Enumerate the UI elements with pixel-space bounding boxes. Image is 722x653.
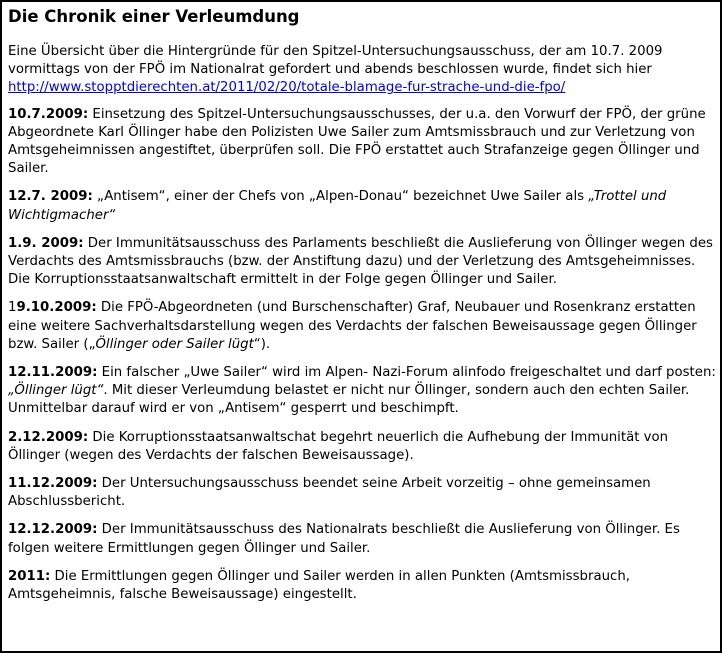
entry-12-11-2009	[8, 364, 720, 419]
entry-date: 10.7.2009:	[8, 106, 89, 122]
entry-date: 9.10.2009:	[16, 300, 97, 316]
entry-11-12-2009	[8, 475, 720, 511]
entry-date: 12.11.2009:	[8, 365, 98, 381]
entry-1-9-2009	[8, 235, 720, 290]
entry-date: 12.7. 2009:	[8, 189, 93, 205]
entry-text: Die Ermittlungen gegen Öllinger und Sailer werden in allen Punkten (Amtsmissbrauch, Amtsgeheimnis, falsche Beweisaussage) eingestellt.	[8, 568, 630, 603]
source-link[interactable]: http://www.stopptdierechten.at/2011/02/20/totale-blamage-fur-strache-und-die-fpo/	[8, 80, 566, 96]
document-title: Die Chronik einer Verleumdung	[8, 7, 300, 26]
document-content	[8, 6, 720, 651]
intro-paragraph	[8, 43, 720, 98]
entry-date: 1.9. 2009:	[8, 235, 84, 251]
entry-date: 12.12.2009:	[8, 522, 98, 538]
entry-text: Ein falscher „Uwe Sailer“ wird im Alpen- Nazi-Forum alinfodo freigeschaltet und darf posten:	[97, 365, 716, 381]
entry-quote: „Öllinger lügt“	[8, 383, 104, 399]
entry-2011	[8, 568, 720, 604]
entry-12-12-2009	[8, 521, 720, 557]
entry-date: 11.12.2009:	[8, 476, 98, 492]
entry-text: Die Korruptionsstaatsanwaltschat begehrt neuerlich die Aufhebung der Immunität von Öllinger (wegen des Verdachts der falschen Beweisaussage).	[8, 429, 669, 463]
entry-10-7-2009	[8, 106, 720, 179]
entry-text: „Antisem“, einer der Chefs von „Alpen-Donau“ bezeichnet Uwe Sailer als	[92, 189, 589, 205]
entry-date: 2011:	[8, 568, 51, 584]
entry-quote: Öllinger oder Sailer lügt	[95, 336, 254, 352]
entry-text: Der Immunitätsausschuss des Nationalrats beschließt die Auslieferung von Öllinger. Es folgen weitere Ermittlungen gegen Öllinger und Sailer.	[8, 522, 680, 556]
entry-text: Einsetzung des Spitzel-Untersuchungsausschusses, der u.a. den Vorwurf der FPÖ, der grüne Abgeordnete Karl Öllinger habe den Polizisten Uwe Sailer zum Amtsmissbrauch und zur Verletzung von Amtsgeheimnissen angestiftet, überprüfen soll. Die FPÖ erstattet auch Strafanzeige gegen Öllinger und Sailer.	[8, 106, 706, 177]
entry-2-12-2009	[8, 429, 720, 465]
entry-19-10-2009	[8, 299, 720, 354]
entry-quote: „Trottel und Wichtigmacher“	[8, 189, 667, 223]
entry-text-after: “).	[253, 336, 271, 352]
entry-text: Der Untersuchungsausschuss beendet seine Arbeit vorzeitig – ohne gemeinsamen Abschlussbericht.	[8, 476, 651, 510]
entry-date: 2.12.2009:	[8, 429, 89, 445]
entry-text-after: . Mit dieser Verleumdung belastet er nicht nur Öllinger, sondern auch den echten Sailer. Unmittelbar darauf wird er von „Antisem“ gesperrt und beschimpft.	[8, 383, 690, 417]
entry-date-prefix: 1	[8, 300, 17, 316]
entry-12-7-2009	[8, 188, 720, 224]
entry-text: Der Immunitätsausschuss des Parlaments beschließt die Auslieferung von Öllinger wegen des Verdachts des Amtsmissbrauchs (bzw. der Anstiftung dazu) und der Verletzung des Amtsgeheimnisses. Die Korruptionsstaatsanwaltschaft ermittelt in der Folge gegen Öllinger und Sailer.	[8, 235, 713, 288]
entry-text: Die FPÖ-Abgeordneten (und Burschenschafter) Graf, Neubauer und Rosenkranz erstatten eine weitere Sachverhaltsdarstellung wegen des Verdachts der falschen Beweisaussage gegen Öllinger bzw. Sailer („	[8, 300, 697, 352]
intro-text: Eine Übersicht über die Hintergründe für den Spitzel-Untersuchungsausschuss, der am 10.7. 2009 vormittags von der FPÖ im Nationalrat gefordert und abends beschlossen wurde, findet sich hier	[8, 44, 663, 78]
